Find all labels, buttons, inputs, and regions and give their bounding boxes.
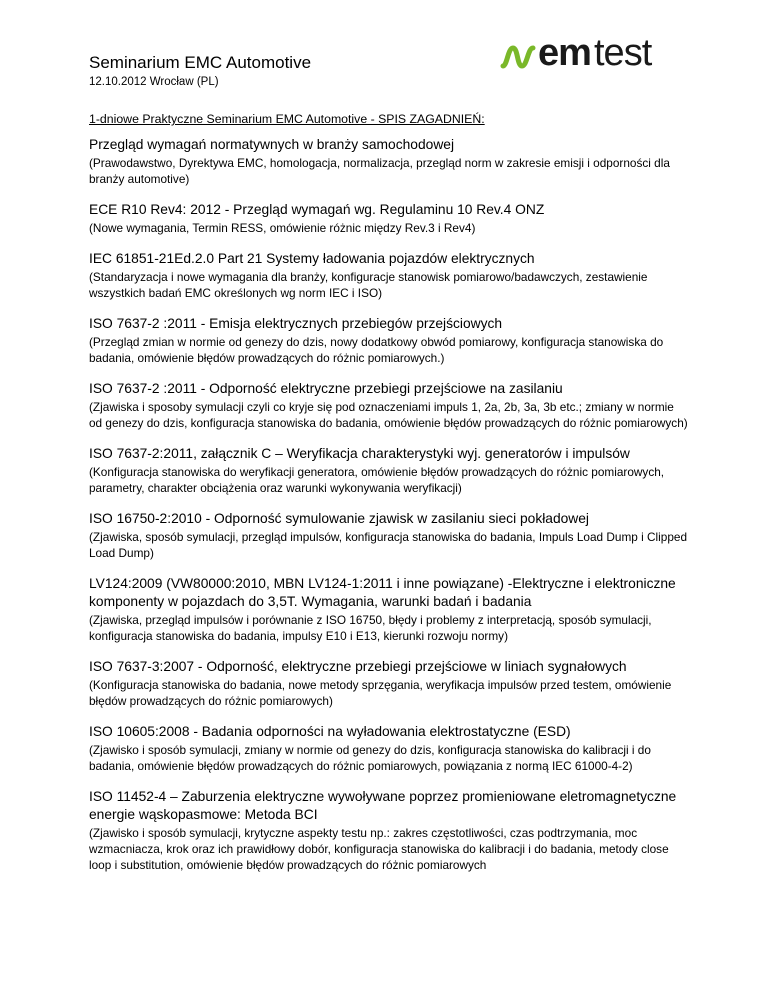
topic-title: Przegląd wymagań normatywnych w branży samochodowej <box>89 137 455 152</box>
topic-title: ISO 7637-2 :2011 - Emisja elektrycznych przebiegów przejściowych <box>89 316 503 331</box>
topic-section <box>89 136 689 187</box>
topic-section <box>89 250 689 301</box>
topic-section <box>89 788 689 873</box>
topic-description: (Zjawiska, sposób symulacji, przegląd impulsów, konfiguracja stanowiska do badania, Impuls Load Dump i Clipped Load Dump) <box>89 530 688 560</box>
contents-heading: 1-dniowe Praktyczne Seminarium EMC Automotive - SPIS ZAGADNIEŃ: <box>89 112 485 126</box>
topic-section <box>89 575 689 644</box>
topic-description: (Przegląd zmian w normie od genezy do dzis, nowy dodatkowy obwód pomiarowy, konfiguracja stanowiska do badania, omówienie błędów prowadzących do różnic pomiarowych.) <box>89 335 664 365</box>
topic-description: (Zjawiska i sposoby symulacji czyli co kryje się pod oznaczeniami impuls 1, 2a, 2b, 3a, 3b etc.; zmiany w normie od genezy do dzis, konfiguracja stanowiska do badania, omówienie błędów prowadzących do różnic pomiarowych) <box>89 400 688 430</box>
topic-title: IEC 61851-21Ed.2.0 Part 21 Systemy ładowania pojazdów elektrycznych <box>89 251 535 266</box>
topic-title: ISO 11452-4 – Zaburzenia elektryczne wywoływane poprzez promieniowane eletromagnetyczne energie wąskopasmowe: Metoda BCI <box>89 789 677 822</box>
topic-description: (Standaryzacja i nowe wymagania dla branży, konfiguracje stanowisk pomiarowo/badawczych, zestawienie wszystkich badań EMC określonych wg norm IEC i ISO) <box>89 270 648 300</box>
topic-section <box>89 658 689 709</box>
topic-title: ISO 16750-2:2010 - Odporność symulowanie zjawisk w zasilaniu sieci pokładowej <box>89 511 590 526</box>
topic-title: ISO 7637-3:2007 - Odporność, elektryczne przebiegi przejściowe w liniach sygnałowych <box>89 659 627 674</box>
document-title: Seminarium EMC Automotive <box>89 53 312 72</box>
topic-description: (Zjawiska, przegląd impulsów i porównanie z ISO 16750, błędy i problemy z interpretacją, sposób symulacji, konfiguracja stanowiska do badania, impulsy E10 i E13, kierunki rozwoju normy) <box>89 613 652 643</box>
wave-logo-icon <box>500 42 536 72</box>
topic-description: (Konfiguracja stanowiska do badania, nowe metody sprzęgania, weryfikacja impulsów przed testem, omówienie błędów prowadzących do różnic pomiarowych) <box>89 678 672 708</box>
topic-section <box>89 380 689 431</box>
sections-list <box>89 136 689 887</box>
topic-title: ECE R10 Rev4: 2012 - Przegląd wymagań wg. Regulaminu 10 Rev.4 ONZ <box>89 202 545 217</box>
topic-title: ISO 10605:2008 - Badania odporności na wyładowania elektrostatyczne (ESD) <box>89 724 571 739</box>
topic-section <box>89 445 689 496</box>
topic-description: (Prawodawstwo, Dyrektywa EMC, homologacja, normalizacja, przegląd norm w zakresie emisji i odporności dla branży automotive) <box>89 156 670 186</box>
topic-title: LV124:2009 (VW80000:2010, MBN LV124-1:2011 i inne powiązane) -Elektryczne i elektroniczne komponenty w pojazdach do 3,5T. Wymagania, warunki badań i badania <box>89 576 676 609</box>
topic-description: (Zjawisko i sposób symulacji, krytyczne aspekty testu np.: zakres częstotliwości, czas podtrzymania, moc wzmacniacza, krok oraz ich prawidłowy dobór, konfiguracja stanowiska do kalibracji i do badania, metody close loop i substitution, omówienie błędów prowadzących do różnic pomiarowych <box>89 826 669 872</box>
topic-section <box>89 315 689 366</box>
topic-description: (Nowe wymagania, Termin RESS, omówienie różnic między Rev.3 i Rev4) <box>89 221 476 235</box>
topic-section <box>89 723 689 774</box>
topic-title: ISO 7637-2 :2011 - Odporność elektryczne przebiegi przejściowe na zasilaniu <box>89 381 563 396</box>
topic-section <box>89 510 689 561</box>
topic-description: (Konfiguracja stanowiska do weryfikacji generatora, omówienie błędów prowadzących do różnic pomiarowych, parametry, charakter obciążenia oraz warunki wykonywania weryfikacji) <box>89 465 665 495</box>
logo-text-em: em <box>538 32 591 74</box>
emtest-logo <box>500 32 680 74</box>
topic-section <box>89 201 689 236</box>
logo-text-test: test <box>594 32 652 74</box>
topic-description: (Zjawisko i sposób symulacji, zmiany w normie od genezy do dzis, konfiguracja stanowiska do kalibracji i do badania, omówienie błędów prowadzących do różnic pomiarowych, powiązania z normą IEC 61000-4-2) <box>89 743 651 773</box>
topic-title: ISO 7637-2:2011, załącznik C – Weryfikacja charakterystyki wyj. generatorów i impulsów <box>89 446 630 461</box>
document-date-location: 12.10.2012 Wrocław (PL) <box>89 76 219 88</box>
